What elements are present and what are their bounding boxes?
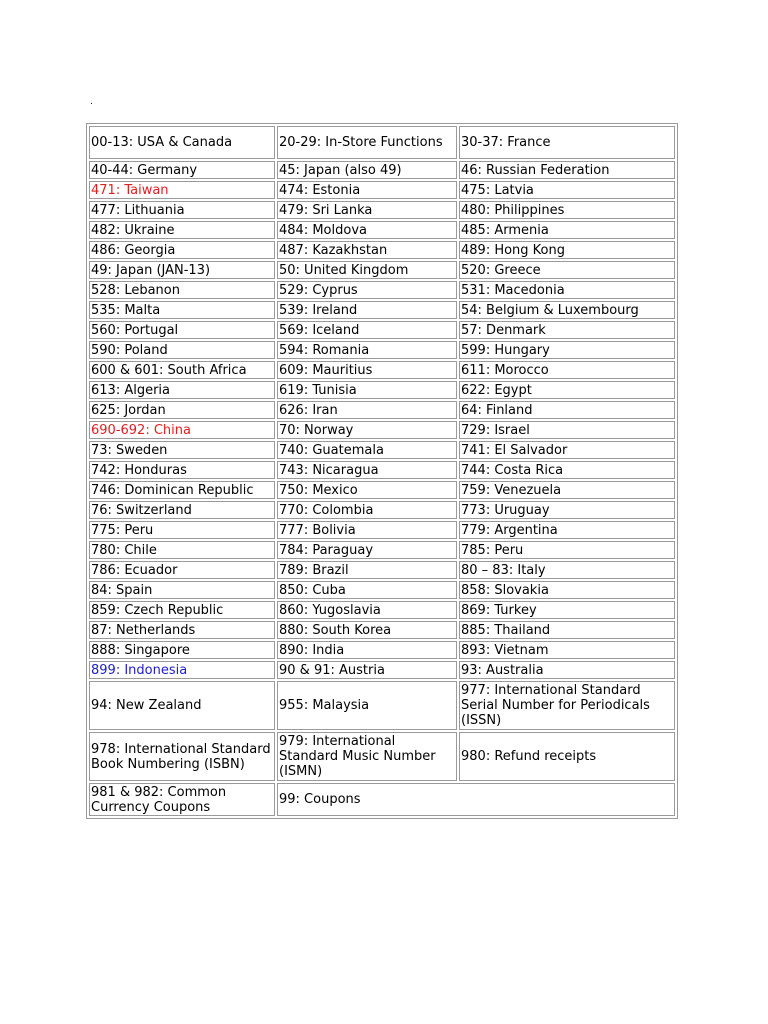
- table-row: [89, 421, 675, 439]
- table-cell: 531: Macedonia: [459, 281, 675, 299]
- table-cell: 520: Greece: [459, 261, 675, 279]
- table-row: [89, 381, 675, 399]
- table-cell: 529: Cyprus: [277, 281, 457, 299]
- table-cell: 76: Switzerland: [89, 501, 275, 519]
- table-cell: 750: Mexico: [277, 481, 457, 499]
- table-cell: 560: Portugal: [89, 321, 275, 339]
- table-cell: 619: Tunisia: [277, 381, 457, 399]
- table-row: [89, 221, 675, 239]
- table-row: [89, 641, 675, 659]
- table-cell: 746: Dominican Republic: [89, 481, 275, 499]
- table-row: [89, 181, 675, 199]
- table-cell: 93: Australia: [459, 661, 675, 679]
- table-cell: 535: Malta: [89, 301, 275, 319]
- table-cell: 90 & 91: Austria: [277, 661, 457, 679]
- table-cell: 599: Hungary: [459, 341, 675, 359]
- table-row: [89, 481, 675, 499]
- table-cell: 893: Vietnam: [459, 641, 675, 659]
- table-cell: 471: Taiwan: [89, 181, 275, 199]
- table-cell: 474: Estonia: [277, 181, 457, 199]
- table-row: [89, 621, 675, 639]
- table-row: [89, 261, 675, 279]
- table-cell: 489: Hong Kong: [459, 241, 675, 259]
- table-cell: 20-29: In-Store Functions: [277, 126, 457, 159]
- table-cell: 80 – 83: Italy: [459, 561, 675, 579]
- table-cell: 539: Ireland: [277, 301, 457, 319]
- table-row: [89, 281, 675, 299]
- table-cell: 784: Paraguay: [277, 541, 457, 559]
- table-cell: 759: Venezuela: [459, 481, 675, 499]
- barcode-country-table: [86, 123, 678, 819]
- table-cell: 487: Kazakhstan: [277, 241, 457, 259]
- table-cell: 977: International Standard Serial Number for Periodicals (ISSN): [459, 681, 675, 730]
- table-cell: 780: Chile: [89, 541, 275, 559]
- table-cell: 979: International Standard Music Number (ISMN): [277, 732, 457, 781]
- table-cell: 94: New Zealand: [89, 681, 275, 730]
- table-cell: 869: Turkey: [459, 601, 675, 619]
- table-cell: 885: Thailand: [459, 621, 675, 639]
- table-cell: 740: Guatemala: [277, 441, 457, 459]
- table-row: [89, 561, 675, 579]
- table-cell: 484: Moldova: [277, 221, 457, 239]
- table-cell: 528: Lebanon: [89, 281, 275, 299]
- table-cell: 40-44: Germany: [89, 161, 275, 179]
- table-row: [89, 201, 675, 219]
- table-cell: 479: Sri Lanka: [277, 201, 457, 219]
- table-cell: 54: Belgium & Luxembourg: [459, 301, 675, 319]
- table-cell: 485: Armenia: [459, 221, 675, 239]
- table-cell: 486: Georgia: [89, 241, 275, 259]
- table-row: [89, 783, 675, 816]
- table-cell: 45: Japan (also 49): [277, 161, 457, 179]
- table-row: [89, 361, 675, 379]
- table-cell: 475: Latvia: [459, 181, 675, 199]
- table-cell: 30-37: France: [459, 126, 675, 159]
- table-row: [89, 521, 675, 539]
- table-cell: 789: Brazil: [277, 561, 457, 579]
- table-cell: 611: Morocco: [459, 361, 675, 379]
- table-cell: 859: Czech Republic: [89, 601, 275, 619]
- table-row: [89, 341, 675, 359]
- table-cell: 613: Algeria: [89, 381, 275, 399]
- table-cell: 744: Costa Rica: [459, 461, 675, 479]
- table-cell: 890: India: [277, 641, 457, 659]
- table-row: [89, 581, 675, 599]
- page-mark: .: [90, 97, 93, 107]
- table-row: [89, 681, 675, 730]
- table-cell: 980: Refund receipts: [459, 732, 675, 781]
- table-cell: 773: Uruguay: [459, 501, 675, 519]
- table-cell: 978: International Standard Book Numbering (ISBN): [89, 732, 275, 781]
- table-cell: 690-692: China: [89, 421, 275, 439]
- table-cell: 50: United Kingdom: [277, 261, 457, 279]
- table-cell: 609: Mauritius: [277, 361, 457, 379]
- table-row: [89, 161, 675, 179]
- table-cell: 594: Romania: [277, 341, 457, 359]
- table-row: [89, 401, 675, 419]
- table-row: [89, 441, 675, 459]
- table-cell: 87: Netherlands: [89, 621, 275, 639]
- table-cell: 84: Spain: [89, 581, 275, 599]
- table-cell: 741: El Salvador: [459, 441, 675, 459]
- table-cell: 626: Iran: [277, 401, 457, 419]
- table-cell: 786: Ecuador: [89, 561, 275, 579]
- table-row: [89, 126, 675, 159]
- table-cell: 729: Israel: [459, 421, 675, 439]
- table-cell: 888: Singapore: [89, 641, 275, 659]
- table-cell: 858: Slovakia: [459, 581, 675, 599]
- table-cell: 480: Philippines: [459, 201, 675, 219]
- table-cell: 770: Colombia: [277, 501, 457, 519]
- table-cell: 777: Bolivia: [277, 521, 457, 539]
- table-cell: 00-13: USA & Canada: [89, 126, 275, 159]
- table-cell: 590: Poland: [89, 341, 275, 359]
- table-cell: 860: Yugoslavia: [277, 601, 457, 619]
- table-cell: 981 & 982: Common Currency Coupons: [89, 783, 275, 816]
- table-row: [89, 501, 675, 519]
- table-cell: 955: Malaysia: [277, 681, 457, 730]
- table-cell: 785: Peru: [459, 541, 675, 559]
- table-cell: 899: Indonesia: [89, 661, 275, 679]
- table-cell: 482: Ukraine: [89, 221, 275, 239]
- table-row: [89, 301, 675, 319]
- table-row: [89, 661, 675, 679]
- table-cell: 625: Jordan: [89, 401, 275, 419]
- table-row: [89, 241, 675, 259]
- table-cell: 99: Coupons: [277, 783, 675, 816]
- table-cell: 477: Lithuania: [89, 201, 275, 219]
- table-cell: 57: Denmark: [459, 321, 675, 339]
- table-cell: 775: Peru: [89, 521, 275, 539]
- table-cell: 742: Honduras: [89, 461, 275, 479]
- table-cell: 569: Iceland: [277, 321, 457, 339]
- table-cell: 64: Finland: [459, 401, 675, 419]
- table-cell: 779: Argentina: [459, 521, 675, 539]
- table-cell: 70: Norway: [277, 421, 457, 439]
- table-cell: 73: Sweden: [89, 441, 275, 459]
- table-cell: 743: Nicaragua: [277, 461, 457, 479]
- table-cell: 850: Cuba: [277, 581, 457, 599]
- table-row: [89, 541, 675, 559]
- table-row: [89, 732, 675, 781]
- table-row: [89, 321, 675, 339]
- table-row: [89, 601, 675, 619]
- table-cell: 46: Russian Federation: [459, 161, 675, 179]
- table-row: [89, 461, 675, 479]
- table-cell: 622: Egypt: [459, 381, 675, 399]
- table-cell: 600 & 601: South Africa: [89, 361, 275, 379]
- table-cell: 49: Japan (JAN-13): [89, 261, 275, 279]
- table-cell: 880: South Korea: [277, 621, 457, 639]
